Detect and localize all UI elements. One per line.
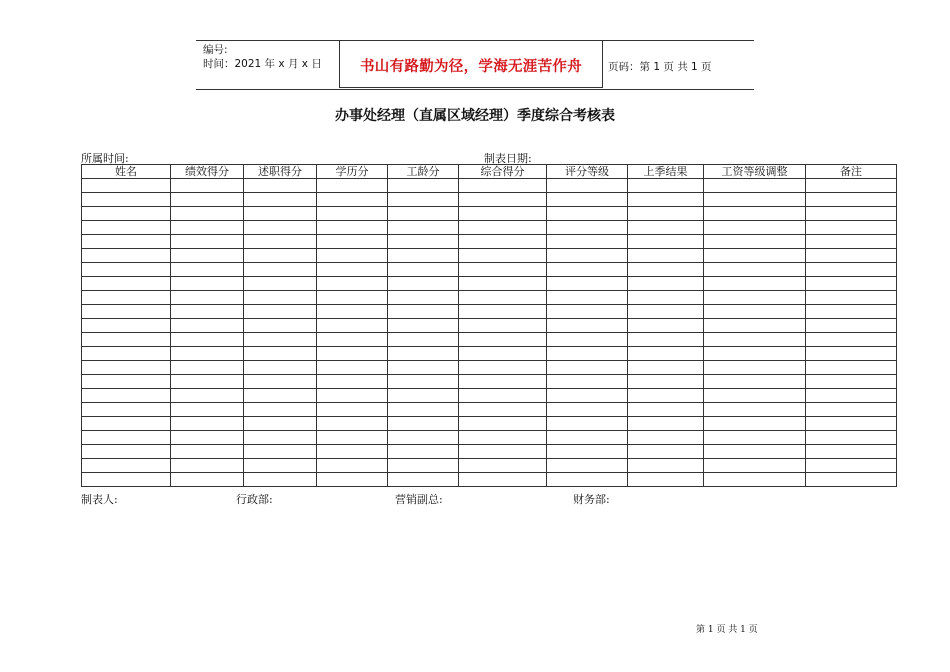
- table-row: [82, 277, 897, 291]
- table-cell: [317, 263, 388, 277]
- table-row: [82, 389, 897, 403]
- table-row: [82, 445, 897, 459]
- table-cell: [459, 263, 547, 277]
- table-cell: [171, 193, 244, 207]
- page-footer: 第 1 页 共 1 页: [696, 625, 758, 635]
- table-cell: [388, 235, 459, 249]
- table-cell: [806, 207, 897, 221]
- table-cell: [806, 361, 897, 375]
- table-cell: [244, 361, 317, 375]
- table-cell: [82, 235, 171, 249]
- table-cell: [388, 305, 459, 319]
- table-cell: [704, 193, 806, 207]
- table-cell: [628, 235, 704, 249]
- table-cell: [388, 445, 459, 459]
- table-cell: [388, 417, 459, 431]
- table-row: [82, 417, 897, 431]
- table-cell: [388, 179, 459, 193]
- table-cell: [547, 249, 628, 263]
- table-cell: [317, 431, 388, 445]
- table-cell: [82, 389, 171, 403]
- table-cell: [459, 431, 547, 445]
- table-cell: [82, 291, 171, 305]
- table-cell: [82, 431, 171, 445]
- table-cell: [459, 207, 547, 221]
- table-cell: [317, 179, 388, 193]
- table-cell: [459, 221, 547, 235]
- table-cell: [171, 473, 244, 487]
- table-cell: [628, 459, 704, 473]
- table-cell: [704, 361, 806, 375]
- table-cell: [388, 277, 459, 291]
- table-cell: [171, 305, 244, 319]
- col-header-report: 述职得分: [244, 165, 317, 179]
- table-cell: [317, 277, 388, 291]
- document-header: [196, 40, 754, 90]
- table-cell: [82, 333, 171, 347]
- table-cell: [806, 445, 897, 459]
- table-cell: [317, 473, 388, 487]
- table-cell: [82, 319, 171, 333]
- table-cell: [244, 179, 317, 193]
- table-cell: [171, 179, 244, 193]
- page-title: 办事处经理（直属区域经理）季度综合考核表: [335, 108, 615, 124]
- table-cell: [171, 277, 244, 291]
- table-row: [82, 193, 897, 207]
- assessment-table: [81, 164, 897, 487]
- table-cell: [244, 277, 317, 291]
- table-row: [82, 263, 897, 277]
- table-cell: [628, 431, 704, 445]
- table-cell: [806, 459, 897, 473]
- table-cell: [244, 417, 317, 431]
- table-cell: [628, 361, 704, 375]
- table-row: [82, 207, 897, 221]
- table-cell: [317, 459, 388, 473]
- table-cell: [317, 193, 388, 207]
- table-cell: [388, 473, 459, 487]
- table-cell: [317, 389, 388, 403]
- table-cell: [806, 375, 897, 389]
- table-cell: [388, 263, 459, 277]
- table-cell: [628, 305, 704, 319]
- table-cell: [388, 333, 459, 347]
- table-cell: [806, 263, 897, 277]
- table-cell: [82, 263, 171, 277]
- table-row: [82, 403, 897, 417]
- table-cell: [82, 249, 171, 263]
- table-cell: [317, 375, 388, 389]
- table-cell: [244, 221, 317, 235]
- table-cell: [806, 221, 897, 235]
- table-cell: [806, 291, 897, 305]
- table-cell: [459, 249, 547, 263]
- table-cell: [171, 431, 244, 445]
- table-cell: [82, 361, 171, 375]
- table-cell: [704, 221, 806, 235]
- table-cell: [459, 277, 547, 291]
- finance-label: 财务部:: [573, 493, 610, 506]
- table-cell: [244, 403, 317, 417]
- header-motto-cell: [339, 41, 603, 88]
- table-cell: [806, 179, 897, 193]
- table-cell: [628, 291, 704, 305]
- table-cell: [806, 473, 897, 487]
- col-header-salary-adjust: 工资等级调整: [704, 165, 806, 179]
- table-cell: [547, 193, 628, 207]
- table-cell: [244, 445, 317, 459]
- table-cell: [82, 445, 171, 459]
- header-left-cell: [196, 41, 339, 89]
- table-cell: [244, 431, 317, 445]
- table-cell: [806, 193, 897, 207]
- table-cell: [547, 473, 628, 487]
- table-cell: [317, 445, 388, 459]
- table-row: [82, 459, 897, 473]
- table-cell: [547, 459, 628, 473]
- table-cell: [171, 291, 244, 305]
- table-cell: [244, 347, 317, 361]
- table-cell: [459, 361, 547, 375]
- table-row: [82, 291, 897, 305]
- table-row: [82, 347, 897, 361]
- table-cell: [547, 347, 628, 361]
- table-cell: [244, 459, 317, 473]
- table-cell: [459, 445, 547, 459]
- table-cell: [628, 347, 704, 361]
- table-cell: [171, 389, 244, 403]
- table-cell: [547, 291, 628, 305]
- col-header-remarks: 备注: [806, 165, 897, 179]
- col-header-grade: 评分等级: [547, 165, 628, 179]
- table-cell: [704, 445, 806, 459]
- table-cell: [547, 277, 628, 291]
- table-row: [82, 431, 897, 445]
- table-cell: [82, 375, 171, 389]
- table-cell: [317, 333, 388, 347]
- table-cell: [317, 249, 388, 263]
- table-cell: [704, 459, 806, 473]
- table-cell: [171, 235, 244, 249]
- table-cell: [704, 403, 806, 417]
- table-cell: [547, 235, 628, 249]
- table-cell: [459, 179, 547, 193]
- table-cell: [704, 473, 806, 487]
- table-cell: [171, 263, 244, 277]
- table-cell: [459, 417, 547, 431]
- table-cell: [171, 221, 244, 235]
- table-cell: [459, 403, 547, 417]
- table-cell: [388, 347, 459, 361]
- table-cell: [547, 445, 628, 459]
- table-cell: [547, 431, 628, 445]
- table-cell: [171, 347, 244, 361]
- table-cell: [171, 333, 244, 347]
- table-cell: [547, 389, 628, 403]
- table-cell: [171, 459, 244, 473]
- table-cell: [806, 319, 897, 333]
- table-row: [82, 305, 897, 319]
- table-cell: [628, 193, 704, 207]
- table-header-row: [82, 165, 897, 179]
- table-cell: [547, 319, 628, 333]
- table-cell: [388, 389, 459, 403]
- table-cell: [82, 403, 171, 417]
- table-cell: [244, 193, 317, 207]
- table-cell: [547, 221, 628, 235]
- table-cell: [459, 459, 547, 473]
- table-cell: [704, 207, 806, 221]
- table-cell: [628, 403, 704, 417]
- table-cell: [171, 249, 244, 263]
- table-cell: [388, 221, 459, 235]
- table-cell: [547, 333, 628, 347]
- table-cell: [806, 235, 897, 249]
- header-right-cell: [602, 41, 754, 89]
- table-row: [82, 221, 897, 235]
- table-cell: [82, 193, 171, 207]
- table-cell: [459, 319, 547, 333]
- table-cell: [82, 417, 171, 431]
- table-cell: [704, 319, 806, 333]
- table-cell: [806, 305, 897, 319]
- table-cell: [244, 291, 317, 305]
- table-cell: [388, 249, 459, 263]
- col-header-performance: 绩效得分: [171, 165, 244, 179]
- table-cell: [806, 333, 897, 347]
- table-cell: [82, 179, 171, 193]
- table-cell: [628, 221, 704, 235]
- table-cell: [628, 389, 704, 403]
- table-cell: [171, 207, 244, 221]
- table-cell: [459, 375, 547, 389]
- table-cell: [82, 305, 171, 319]
- table-cell: [459, 193, 547, 207]
- table-row: [82, 319, 897, 333]
- table-cell: [704, 417, 806, 431]
- table-cell: [317, 291, 388, 305]
- page-label: 页码：第 1 页 共 1 页: [608, 61, 712, 73]
- table-cell: [704, 333, 806, 347]
- table-cell: [388, 361, 459, 375]
- table-cell: [244, 249, 317, 263]
- table-cell: [806, 403, 897, 417]
- table-cell: [317, 403, 388, 417]
- table-cell: [82, 221, 171, 235]
- motto-text: 书山有路勤为径，学海无涯苦作舟: [360, 59, 582, 75]
- table-cell: [628, 445, 704, 459]
- table-cell: [171, 375, 244, 389]
- table-cell: [82, 207, 171, 221]
- table-cell: [244, 319, 317, 333]
- table-cell: [388, 193, 459, 207]
- table-cell: [806, 389, 897, 403]
- table-cell: [806, 277, 897, 291]
- table-cell: [317, 207, 388, 221]
- table-cell: [704, 179, 806, 193]
- table-cell: [82, 277, 171, 291]
- table-cell: [547, 179, 628, 193]
- table-cell: [244, 235, 317, 249]
- table-cell: [82, 459, 171, 473]
- table-cell: [171, 417, 244, 431]
- table-cell: [628, 207, 704, 221]
- col-header-seniority: 工龄分: [388, 165, 459, 179]
- table-cell: [704, 389, 806, 403]
- table-row: [82, 375, 897, 389]
- table-cell: [317, 417, 388, 431]
- col-header-education: 学历分: [317, 165, 388, 179]
- table-cell: [628, 417, 704, 431]
- table-row: [82, 249, 897, 263]
- table-cell: [547, 417, 628, 431]
- table-cell: [317, 235, 388, 249]
- table-cell: [547, 361, 628, 375]
- table-cell: [244, 375, 317, 389]
- table-cell: [244, 389, 317, 403]
- table-cell: [317, 319, 388, 333]
- table-row: [82, 235, 897, 249]
- table-cell: [388, 319, 459, 333]
- table-cell: [704, 291, 806, 305]
- table-cell: [317, 347, 388, 361]
- table-cell: [628, 277, 704, 291]
- table-cell: [628, 263, 704, 277]
- table-cell: [704, 235, 806, 249]
- table-cell: [547, 403, 628, 417]
- table-cell: [628, 473, 704, 487]
- table-cell: [82, 473, 171, 487]
- table-cell: [628, 333, 704, 347]
- table-cell: [459, 235, 547, 249]
- table-cell: [459, 473, 547, 487]
- table-cell: [806, 347, 897, 361]
- table-cell: [806, 417, 897, 431]
- col-header-last-quarter: 上季结果: [628, 165, 704, 179]
- table-cell: [459, 333, 547, 347]
- table-cell: [459, 389, 547, 403]
- table-cell: [388, 431, 459, 445]
- sales-vp-label: 营销副总:: [395, 493, 443, 506]
- time-label: 时间：2021 年 x 月 x 日: [203, 58, 322, 70]
- table-cell: [806, 431, 897, 445]
- maker-label: 制表人:: [81, 493, 118, 506]
- period-label: 所属时间:: [81, 152, 129, 165]
- table-cell: [704, 375, 806, 389]
- table-cell: [171, 361, 244, 375]
- table-cell: [547, 375, 628, 389]
- table-cell: [244, 305, 317, 319]
- table-cell: [547, 207, 628, 221]
- col-header-name: 姓名: [82, 165, 171, 179]
- table-cell: [388, 403, 459, 417]
- table-cell: [547, 263, 628, 277]
- table-row: [82, 361, 897, 375]
- table-cell: [171, 445, 244, 459]
- table-cell: [547, 305, 628, 319]
- table-cell: [704, 263, 806, 277]
- table-cell: [244, 263, 317, 277]
- table-cell: [704, 347, 806, 361]
- table-cell: [244, 207, 317, 221]
- table-cell: [459, 305, 547, 319]
- table-cell: [704, 431, 806, 445]
- table-cell: [317, 361, 388, 375]
- table-cell: [704, 249, 806, 263]
- table-body: [82, 179, 897, 487]
- number-label: 编号:: [203, 44, 228, 56]
- table-cell: [171, 403, 244, 417]
- table-cell: [171, 319, 244, 333]
- table-cell: [628, 319, 704, 333]
- table-cell: [806, 249, 897, 263]
- table-cell: [628, 249, 704, 263]
- table-cell: [388, 375, 459, 389]
- table-cell: [388, 207, 459, 221]
- table-cell: [388, 291, 459, 305]
- table-cell: [82, 347, 171, 361]
- table-row: [82, 333, 897, 347]
- col-header-total: 综合得分: [459, 165, 547, 179]
- table-cell: [704, 305, 806, 319]
- date-label: 制表日期:: [484, 152, 532, 165]
- table-cell: [388, 459, 459, 473]
- table-cell: [244, 333, 317, 347]
- table-cell: [459, 291, 547, 305]
- table-cell: [317, 305, 388, 319]
- table-cell: [628, 179, 704, 193]
- table-row: [82, 473, 897, 487]
- table-cell: [628, 375, 704, 389]
- admin-label: 行政部:: [236, 493, 273, 506]
- table-cell: [459, 347, 547, 361]
- table-row: [82, 179, 897, 193]
- table-cell: [317, 221, 388, 235]
- table-cell: [704, 277, 806, 291]
- table-cell: [244, 473, 317, 487]
